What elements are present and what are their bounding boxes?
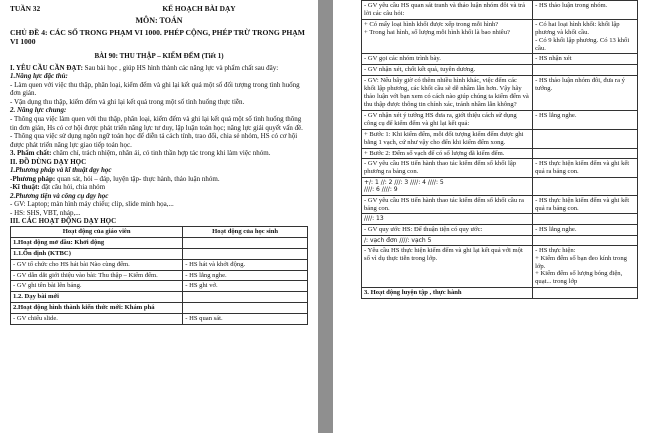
subject-title: MÔN: TOÁN (135, 16, 183, 26)
table-row (11, 292, 308, 303)
teacher-activity-cell (362, 129, 533, 148)
student-activity-cell (533, 245, 638, 288)
teacher-line: - GV nhận xét ý tưởng HS đưa ra, giới thiệu cách sử dụng công cụ để kiểm đếm và ghi lại kết quả: (364, 111, 517, 127)
teacher-activity-cell (362, 224, 533, 235)
document-page-left (0, 0, 318, 433)
student-line: - HS lắng nghe. (535, 225, 577, 233)
student-activity-cell (533, 76, 638, 111)
teacher-activity-cell: - GV dẫn dắt giới thiệu vào bài: Thu thập – Kiểm đếm. (11, 270, 183, 281)
teacher-activity-cell: 2.Hoạt động hình thành kiến thức mới: Khám phá (11, 303, 183, 314)
table-row (362, 224, 638, 235)
teacher-line: + Bước 1: Khi kiểm đếm, mỗi đối tượng kiểm đếm được ghi bằng 1 vạch, cứ như vậy cho đến khi kiểm đếm xong. (364, 130, 524, 146)
activities-table (10, 226, 308, 325)
table-row (362, 159, 638, 178)
table-row (362, 54, 638, 65)
student-activity-cell (183, 248, 308, 259)
table-row (11, 303, 308, 314)
student-activity-cell: - HS ghi vở. (183, 281, 308, 292)
teacher-line: 3. Hoạt động luyện tập , thực hành (364, 289, 462, 297)
teacher-activity-cell (362, 195, 533, 214)
teacher-activity-cell (362, 235, 533, 245)
student-activity-cell: - HS lắng nghe. (183, 270, 308, 281)
table-row (362, 245, 638, 288)
page-header (10, 4, 308, 13)
teacher-activity-cell (362, 245, 533, 288)
tools-heading: 2.Phương tiện và công cụ dạy học (10, 191, 109, 200)
teacher-activity-cell: 1.2. Dạy bài mới (11, 292, 183, 303)
activities-table-continued (361, 0, 638, 299)
table-row (362, 235, 638, 245)
student-line: - Có 9 khối lập phương. Có 13 khối cầu. (535, 36, 630, 52)
tally-line: /: vạch đơn ////: vạch 5 (364, 236, 432, 244)
student-line: - HS thực hiện kiểm đếm và ghi kết quả ra bảng con. (535, 160, 630, 176)
student-activity-cell (533, 110, 638, 129)
table-row (362, 110, 638, 129)
student-line: - HS thảo luận trong nhóm. (535, 2, 608, 9)
table-row (362, 195, 638, 214)
tally-line: ////: 6 ////: 9 (364, 186, 398, 194)
methods-paragraph (10, 175, 308, 184)
teacher-activity-cell (362, 214, 533, 224)
table-header-row (11, 226, 308, 237)
student-activity-cell (533, 159, 638, 178)
general-heading: 2. Năng lực chung: (10, 106, 67, 115)
student-activity-cell (533, 19, 638, 54)
student-activity-cell (183, 303, 308, 314)
objectives-intro: Sau bài học , giúp HS hình thành các năng lực và phẩm chất sau đây: (84, 63, 279, 72)
table-row (362, 65, 638, 76)
table-row (11, 270, 308, 281)
teacher-activity-cell: 1.1.Ổn định (KTBC) (11, 248, 183, 259)
methods-label: -Phương pháp: (10, 174, 56, 183)
teacher-activity-cell (362, 65, 533, 76)
week-label: TUẦN 32 (10, 4, 41, 13)
teacher-activity-cell (362, 1, 533, 20)
teacher-activity-cell (362, 110, 533, 129)
tools-item: - GV: Laptop; màn hình máy chiếu; clip, slide minh họa,... (10, 200, 174, 209)
table-row (362, 148, 638, 159)
qualities-label: 3. Phẩm chất: (10, 149, 52, 158)
plan-title: KẾ HOẠCH BÀI DẠY (162, 4, 236, 13)
teacher-activity-cell: - GV chiếu slide. (11, 314, 183, 325)
lesson-title: BÀI 90: THU THẬP – KIỂM ĐẾM (Tiết 1) (94, 52, 224, 61)
tally-line: ////: 13 (364, 215, 384, 223)
teacher-line: - GV quy ước HS: Để thuận tiện có quy ước: (364, 225, 483, 233)
student-activity-cell (533, 214, 638, 224)
student-activity-cell (533, 65, 638, 76)
tools-item: - HS: SHS, VBT, nháp,... (10, 208, 81, 217)
table-row (362, 214, 638, 224)
prep-heading: II. ĐỒ DÙNG DẠY HỌC (10, 157, 87, 166)
methods-heading: 1.Phương pháp và kĩ thuật dạy học (10, 166, 112, 175)
table-row (362, 129, 638, 148)
student-line: - HS lắng nghe. (535, 111, 577, 119)
teacher-line: - GV yêu cầu HS tiến hành thao tác kiểm đếm số khối cầu ra bảng con. (364, 196, 524, 212)
methods-text: quan sát, hỏi – đáp, luyện tập- thực hành, thảo luận nhóm. (55, 174, 220, 183)
student-activity-cell (183, 292, 308, 303)
qualities-text: chăm chỉ, trách nhiệm, nhân ái, có tinh thần hợp tác trong khi làm việc nhóm. (51, 149, 271, 158)
teacher-line: + Trong hai hình, số lượng mỗi hình khối là bao nhiêu? (364, 28, 510, 36)
student-line: - Có hai loại hình khối: khối lập phương và khối cầu. (535, 20, 620, 36)
table-row (11, 314, 308, 325)
teacher-line: - GV yêu cầu HS tiến hành thao tác kiểm đếm số khối lập phương ra bảng con. (364, 160, 517, 176)
teacher-line: + Bước 2: Đếm số vạch để có số lượng đã kiểm đếm. (364, 149, 505, 157)
teacher-activity-cell (362, 159, 533, 178)
teacher-line: + Có mấy loại hình khối được xếp trong mỗi hình? (364, 20, 499, 28)
teacher-activity-cell (362, 54, 533, 65)
teacher-line: - GV gọi các nhóm trình bày. (364, 55, 441, 63)
techniques-paragraph (10, 183, 308, 192)
student-line: - HS thảo luận nhóm đôi, đưa ra ý tưởng. (535, 77, 625, 93)
teacher-activity-cell (362, 178, 533, 195)
student-activity-cell (533, 178, 638, 195)
specific-heading: 1.Năng lực đặc thù: (10, 72, 68, 81)
student-activity-cell: - HS hát và khởi động. (183, 259, 308, 270)
activities-heading: III. CÁC HOẠT ĐỘNG DẠY HỌC (10, 217, 117, 226)
objectives-paragraph (10, 64, 308, 73)
specific-item: - Làm quen với việc thu thập, phân loại, kiểm đếm và ghi lại kết quả một số đối tượng trong tình huống đơn giản. (10, 80, 300, 98)
student-line: + Kiểm đếm số lượng bóng điện, quạt... trong lớp (535, 270, 623, 286)
topic-title: CHỦ ĐỀ 4: CÁC SỐ TRONG PHẠM VI 1000. PHÉP CỘNG, PHÉP TRỪ TRONG PHẠM VI 1000 (10, 27, 305, 47)
teacher-activity-cell (362, 19, 533, 54)
teacher-activity-cell (362, 76, 533, 111)
student-line: - HS nhận xét (535, 55, 572, 63)
teacher-line: - GV: Nếu bây giờ có thêm nhiều hình khác, việc đếm các khối lập phương, các khối cầu sẽ dễ nhầm lẫn hơn. Vậy hãy thảo luận với bạn xem có cách nào giúp chúng ta kiểm đếm và thu thập được thông tin chính xác, tránh nhầm lẫn không? (364, 77, 529, 108)
column-header-teacher: Hoạt động của giáo viên (11, 226, 183, 237)
techniques-text: đặt câu hỏi, chia nhóm (39, 183, 106, 192)
activities-table-continued-body (362, 1, 638, 299)
teacher-line: - GV yêu cầu HS quan sát tranh và thảo luận nhóm đôi và trả lời các câu hỏi: (364, 2, 526, 17)
student-activity-cell (533, 195, 638, 214)
table-row (11, 237, 308, 248)
student-line: - HS thực hiện kiểm đếm và ghi kết quả ra bảng con. (535, 196, 630, 212)
student-activity-cell (533, 235, 638, 245)
table-row (11, 259, 308, 270)
student-line: - HS thực hiện: (535, 246, 576, 254)
objectives-heading: I. YÊU CẦU CẦN ĐẠT: (10, 63, 83, 72)
table-row (362, 76, 638, 111)
column-header-student: Hoạt động của học sinh (183, 226, 308, 237)
student-activity-cell (533, 288, 638, 299)
table-row (11, 248, 308, 259)
table-row (362, 19, 638, 54)
table-row (11, 281, 308, 292)
activities-table-body (11, 237, 308, 324)
student-activity-cell (533, 129, 638, 148)
student-activity-cell (533, 1, 638, 20)
general-item: - Thông qua việc sử dụng ngôn ngữ toán học để diễn tả cách tính, trao đổi, chia sẻ nhóm, HS có cơ hội được phát triển năng lực giao tiếp toán học. (10, 132, 298, 149)
student-activity-cell (533, 224, 638, 235)
specific-item: - Vận dụng thu thập, kiểm đếm và ghi lại kết quả trong một số tình huống thực tiễn. (10, 97, 245, 106)
table-row (362, 178, 638, 195)
table-row (362, 288, 638, 299)
document-page-right (333, 0, 650, 433)
teacher-activity-cell (362, 288, 533, 299)
teacher-line: - GV nhận xét, chốt kết quả, tuyên dương. (364, 66, 476, 74)
general-item: - Thông qua việc làm quen với thu thập, phân loại, kiểm đếm và ghi lại kết quả một số tình huống thông tin đơn giản, Hs có cơ hội được phát triển năng lực tư duy, lập luận toán học; năng lực giải quyết vấn đề. (10, 115, 303, 132)
student-activity-cell (533, 148, 638, 159)
student-activity-cell: - HS quan sát. (183, 314, 308, 325)
qualities-paragraph (10, 149, 308, 158)
teacher-activity-cell: 1.Hoạt động mở đầu: Khởi động (11, 237, 183, 248)
tally-line: +/: 1 //: 2 ///: 3 ////: 4 ////: 5 (364, 179, 444, 187)
student-line: + Kiểm đếm số bạn đeo kính trong lớp. (535, 254, 627, 270)
teacher-activity-cell: - GV tổ chức cho HS hát bài Nào cùng đếm. (11, 259, 183, 270)
teacher-activity-cell: - GV ghi tên bài lên bảng. (11, 281, 183, 292)
student-activity-cell (183, 237, 308, 248)
teacher-line: - Yêu cầu HS thực hiện kiểm đếm và ghi lại kết quả với một số vì dụ thực tiễn trong lớp. (364, 246, 523, 262)
teacher-activity-cell (362, 148, 533, 159)
techniques-label: -Kĩ thuật: (10, 183, 40, 192)
table-row (362, 1, 638, 20)
student-activity-cell (533, 54, 638, 65)
